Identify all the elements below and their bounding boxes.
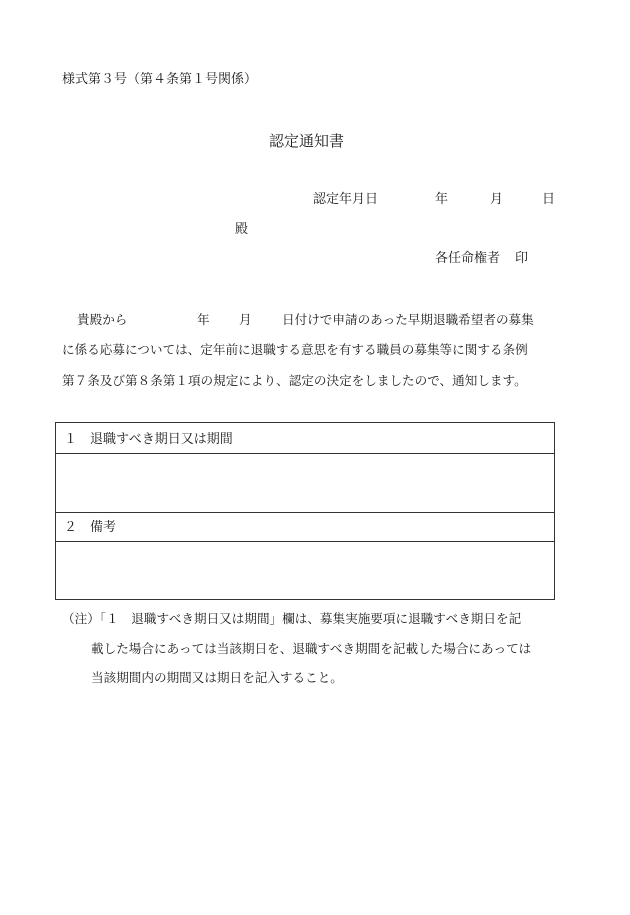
- footnote-line1: （注）「１ 退職すべき期日又は期間」欄は、募集実施要項に退職すべき期日を記: [62, 611, 522, 626]
- body-line2: に係る応募については、定年前に退職する意思を有する職員の募集等に関する条例: [62, 342, 528, 357]
- table-item-1-label: １ 退職すべき期日又は期間: [64, 432, 233, 447]
- table-divider-2: [56, 512, 554, 513]
- date-label: 認定年月日: [313, 192, 379, 207]
- body-line1-year: 年: [197, 312, 210, 327]
- body-line1-end: 日付けで申請のあった早期退職希望者の募集: [282, 312, 534, 327]
- body-line3: 第７条及び第８条第１項の規定により、認定の決定をしましたので、通知します。: [62, 373, 527, 388]
- seal-mark: 印: [515, 251, 529, 266]
- table-item-2-label: ２ 備考: [64, 520, 117, 535]
- footnote-line2: 載した場合にあっては当該期日を、退職すべき期間を記載した場合にあっては: [91, 641, 532, 656]
- document-title: 認定通知書: [269, 132, 345, 150]
- body-line1-month: 月: [239, 312, 252, 327]
- retirement-date-entry-area: [56, 454, 554, 512]
- details-table: [55, 422, 555, 600]
- date-month: 月: [490, 192, 504, 207]
- issuer-name: 各任命権者: [435, 251, 501, 266]
- remarks-entry-area: [56, 542, 554, 599]
- footnote-line3: 当該期間内の期間又は期日を記入すること。: [91, 670, 343, 685]
- date-day: 日: [542, 192, 556, 207]
- form-label: 様式第３号（第４条第１号関係）: [62, 72, 258, 87]
- body-line1-start: 貴殿から: [77, 312, 128, 327]
- date-year: 年: [435, 192, 449, 207]
- addressee-suffix: 殿: [235, 222, 249, 237]
